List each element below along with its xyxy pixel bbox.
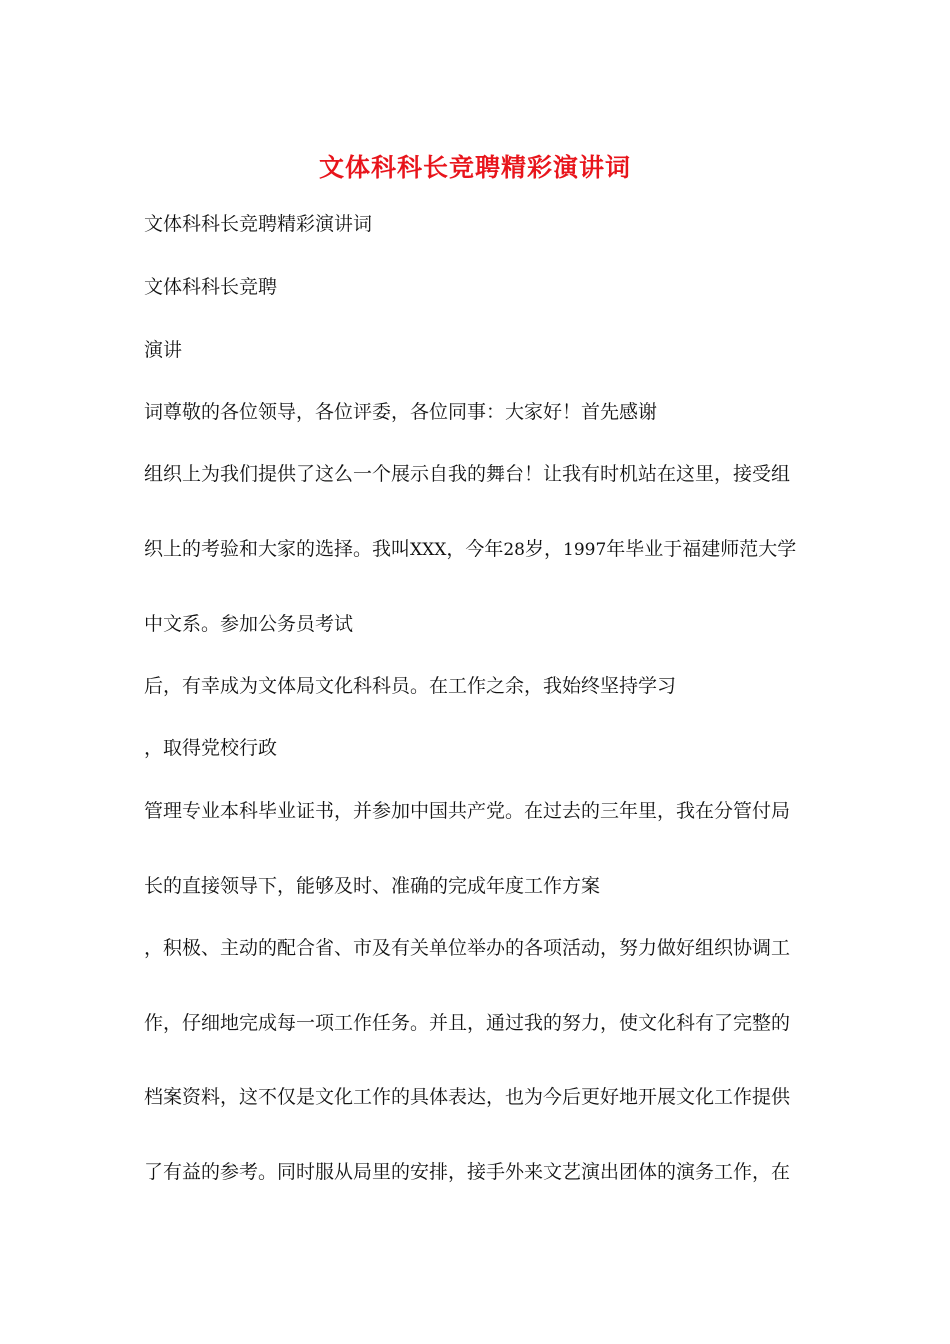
body-line: 组织上为我们提供了这么一个展示自我的舞台！让我有时机站在这里，接受组 [144, 463, 791, 485]
body-line: ，取得党校行政 [144, 737, 278, 759]
body-line: 演讲 [144, 339, 183, 361]
body-line: 了有益的参考。同时服从局里的安排，接手外来文艺演出团体的演务工作，在 [144, 1161, 791, 1183]
intro-text-2: ，今年 [446, 538, 504, 560]
body-line: 中文系。参加公务员考试 [144, 613, 354, 635]
intro-text-1: 织上的考验和大家的选择。我叫 [144, 538, 411, 560]
body-line: 后，有幸成为文体局文化科科员。在工作之余，我始终坚持学习 [144, 675, 677, 697]
body-line: 词尊敬的各位领导，各位评委，各位同事：大家好！首先感谢 [144, 401, 658, 423]
body-line: ，积极、主动的配合省、市及有关单位举办的各项活动，努力做好组织协调工 [144, 937, 791, 959]
body-line: 文体科科长竞聘精彩演讲词 [144, 213, 373, 235]
intro-text-4: 年毕业于福建师范大学 [606, 538, 797, 560]
body-line-intro [144, 535, 796, 564]
intro-year: 1997 [563, 540, 607, 560]
body-line: 档案资料，这不仅是文化工作的具体表达，也为今后更好地开展文化工作提供 [144, 1086, 791, 1108]
body-line: 作，仔细地完成每一项工作任务。并且，通过我的努力，使文化科有了完整的 [144, 1012, 791, 1034]
body-line: 文体科科长竞聘 [144, 276, 278, 298]
intro-name: XXX [410, 540, 447, 560]
body-line: 长的直接领导下，能够及时、准确的完成年度工作方案 [144, 875, 601, 897]
intro-age: 28 [503, 540, 525, 560]
body-line: 管理专业本科毕业证书，并参加中国共产党。在过去的三年里，我在分管付局 [144, 800, 791, 822]
document-title: 文体科科长竞聘精彩演讲词 [318, 153, 631, 182]
intro-text-3: 岁， [524, 538, 563, 560]
